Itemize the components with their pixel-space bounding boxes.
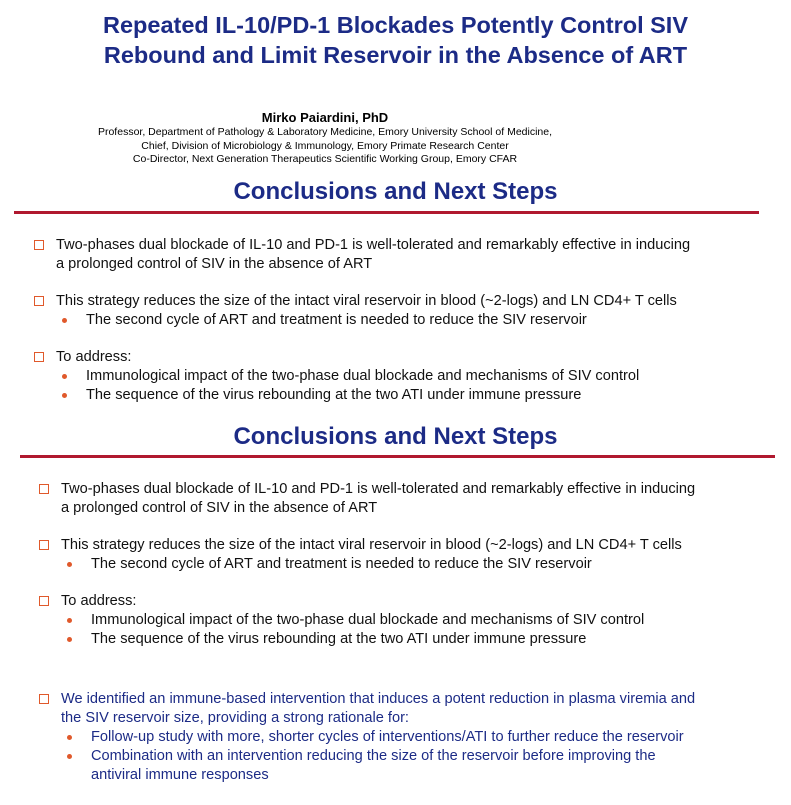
square-bullet-icon — [34, 352, 44, 362]
sub-bullet-item — [67, 555, 695, 574]
sub-bullet-text: The second cycle of ART and treatment is needed to reduce the SIV reservoir — [91, 556, 592, 572]
bullet-item — [39, 690, 695, 728]
sub-bullet-text: The sequence of the virus rebounding at the two ATI under immune pressure — [86, 387, 582, 403]
bullet-item — [39, 480, 695, 518]
square-bullet-icon — [39, 540, 49, 550]
bullet-text: the SIV reservoir size, providing a strong rationale for: — [61, 710, 409, 726]
bullet-item — [39, 536, 695, 555]
square-bullet-icon — [39, 484, 49, 494]
sub-bullet-item — [62, 311, 690, 330]
bullet-text: a prolonged control of SIV in the absence of ART — [56, 256, 373, 272]
bullet-item — [34, 292, 690, 311]
dot-bullet-icon — [62, 393, 67, 398]
affiliation-line: Professor, Department of Pathology & Laboratory Medicine, Emory University School of Medicine, — [97, 126, 553, 138]
section-heading: Conclusions and Next Steps — [233, 423, 558, 450]
sub-bullet-text: Follow-up study with more, shorter cycles of interventions/ATI to further reduce the reservoir — [91, 729, 684, 745]
sub-bullet-item — [62, 367, 690, 386]
bullet-text: a prolonged control of SIV in the absence of ART — [61, 500, 378, 516]
sub-bullet-item — [67, 611, 695, 630]
dot-bullet-icon — [67, 562, 72, 567]
affiliation-line: Chief, Division of Microbiology & Immunology, Emory Primate Research Center — [141, 139, 509, 152]
sub-bullet-item — [67, 728, 695, 747]
bullet-text: To address: — [56, 349, 132, 365]
section-heading: Conclusions and Next Steps — [233, 178, 558, 205]
title-line-2: Rebound and Limit Reservoir in the Absence of ART — [103, 42, 688, 68]
sub-bullet-item — [62, 386, 690, 405]
square-bullet-icon — [39, 596, 49, 606]
bullet-item — [39, 592, 695, 611]
dot-bullet-icon — [67, 735, 72, 740]
square-bullet-icon — [34, 296, 44, 306]
sub-bullet-text: Combination with an intervention reducing the size of the reservoir before improving the — [91, 748, 656, 764]
bullet-text: Two-phases dual blockade of IL-10 and PD-1 is well-tolerated and remarkably effective in inducing — [56, 237, 691, 253]
sub-bullet-text: Immunological impact of the two-phase dual blockade and mechanisms of SIV control — [86, 368, 640, 384]
dot-bullet-icon — [62, 318, 67, 323]
heading-rule — [20, 455, 775, 458]
section-1-body — [34, 236, 690, 405]
dot-bullet-icon — [62, 374, 67, 379]
dot-bullet-icon — [67, 618, 72, 623]
heading-rule — [14, 211, 759, 214]
square-bullet-icon — [39, 694, 49, 704]
bullet-text: Two-phases dual blockade of IL-10 and PD-1 is well-tolerated and remarkably effective in inducing — [61, 481, 696, 497]
section-2-body — [39, 480, 695, 649]
bullet-item — [34, 236, 690, 274]
author-affiliations — [0, 126, 650, 167]
author-name: Mirko Paiardini, PhD — [261, 110, 389, 125]
square-bullet-icon — [34, 240, 44, 250]
bullet-item — [34, 348, 690, 367]
dot-bullet-icon — [67, 754, 72, 759]
sub-bullet-text: antiviral immune responses — [91, 767, 269, 783]
sub-bullet-item — [67, 747, 695, 785]
slide-title — [0, 10, 791, 70]
bullet-text: This strategy reduces the size of the intact viral reservoir in blood (~2-logs) and LN CD4+ T cells — [61, 537, 682, 553]
bullet-text: We identified an immune-based intervention that induces a potent reduction in plasma viremia and — [61, 691, 696, 707]
sub-bullet-item — [67, 630, 695, 649]
highlight-conclusion — [39, 690, 695, 785]
title-line-1: Repeated IL-10/PD-1 Blockades Potently Control SIV — [102, 12, 689, 38]
bullet-text: To address: — [61, 593, 137, 609]
sub-bullet-text: Immunological impact of the two-phase dual blockade and mechanisms of SIV control — [91, 612, 645, 628]
dot-bullet-icon — [67, 637, 72, 642]
bullet-text: This strategy reduces the size of the intact viral reservoir in blood (~2-logs) and LN CD4+ T cells — [56, 293, 677, 309]
sub-bullet-text: The second cycle of ART and treatment is needed to reduce the SIV reservoir — [86, 312, 587, 328]
affiliation-line: Co-Director, Next Generation Therapeutics Scientific Working Group, Emory CFAR — [132, 153, 518, 165]
sub-bullet-text: The sequence of the virus rebounding at the two ATI under immune pressure — [91, 631, 587, 647]
